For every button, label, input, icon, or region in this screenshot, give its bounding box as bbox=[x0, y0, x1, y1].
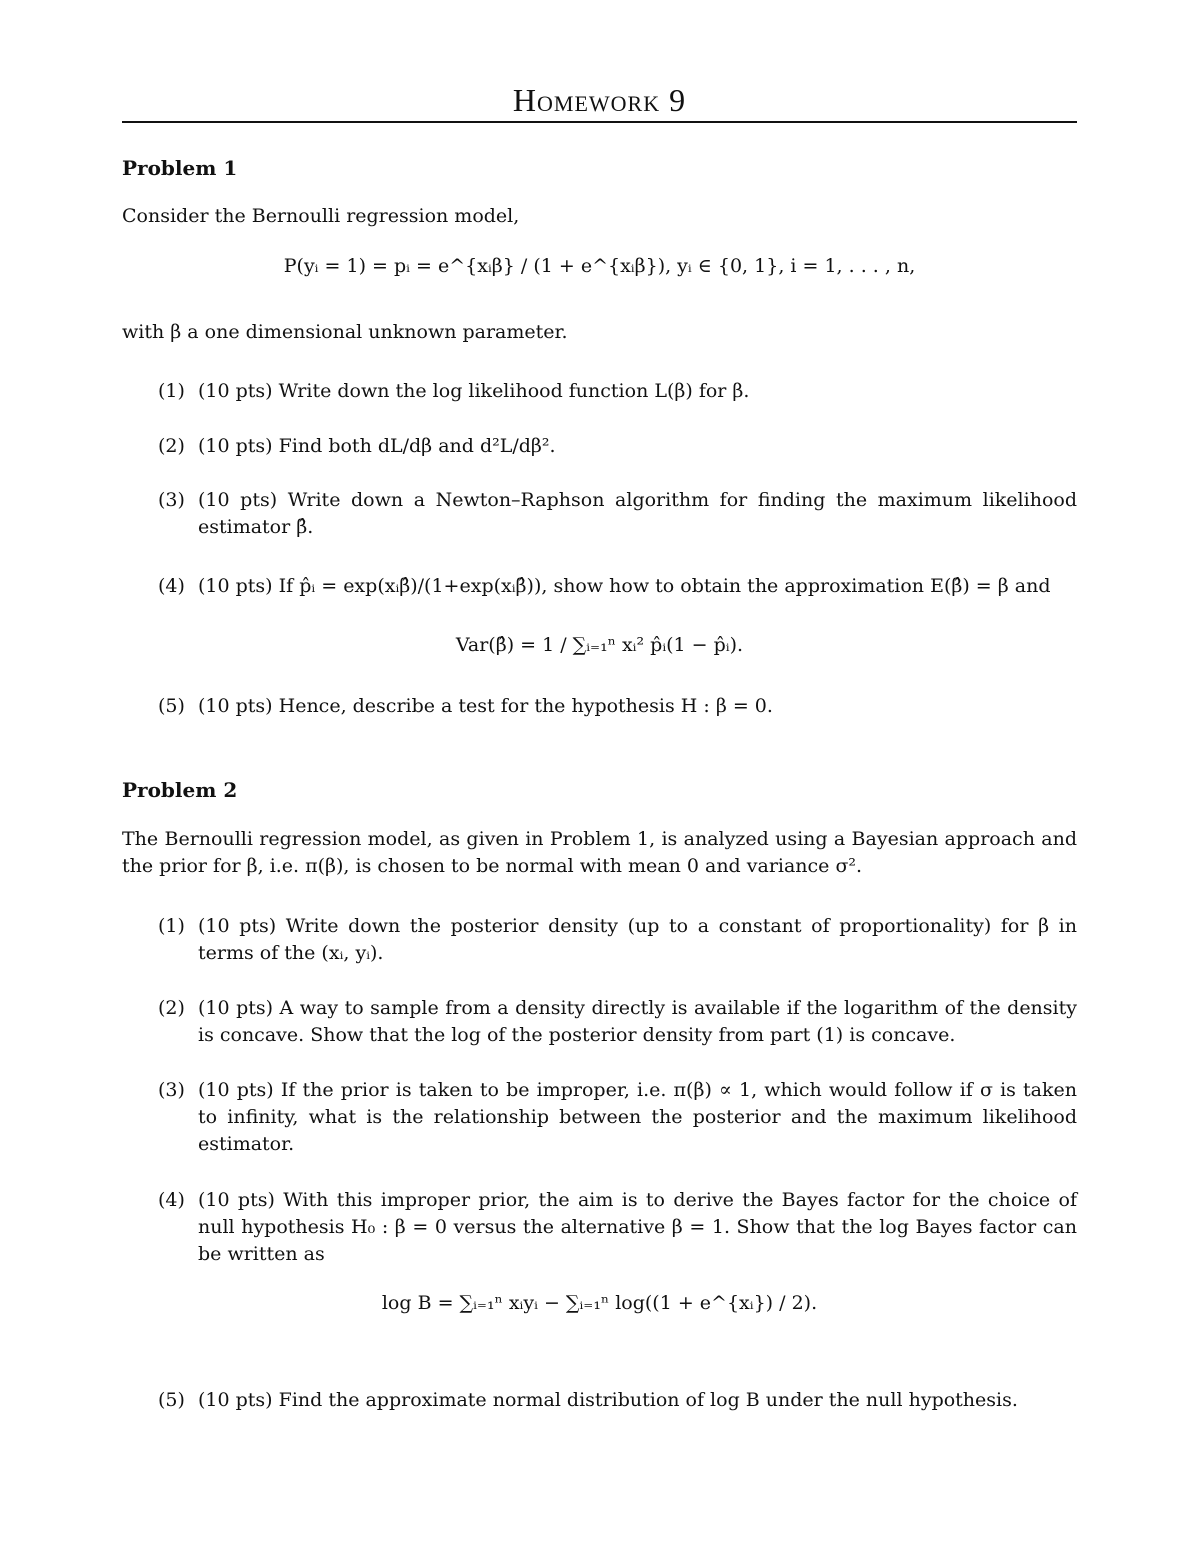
problem-1-parameter-note: with β a one dimensional unknown parameter. bbox=[122, 321, 568, 343]
item-text: (10 pts) Write down the log likelihood function L(β) for β. bbox=[198, 380, 750, 402]
item-text: (10 pts) If p̂ᵢ = exp(xᵢβ̂)/(1+exp(xᵢβ̂)), show how to obtain the approximation E(β̂) = β and bbox=[198, 575, 1051, 597]
title-rule bbox=[122, 121, 1077, 123]
problem-1-intro: Consider the Bernoulli regression model, bbox=[122, 205, 520, 227]
problem-1-item-3 bbox=[158, 487, 1077, 541]
problem-2-item-3 bbox=[158, 1077, 1077, 1158]
log-bayes-factor-equation: log B = ∑ᵢ₌₁ⁿ xᵢyᵢ − ∑ᵢ₌₁ⁿ log((1 + e^{xᵢ}) / 2). bbox=[381, 1292, 818, 1314]
item-number: (2) bbox=[158, 997, 185, 1019]
item-number: (5) bbox=[158, 1389, 185, 1411]
problem-2-item-2 bbox=[158, 995, 1077, 1049]
problem-1-item-1 bbox=[158, 378, 1077, 405]
problem-2-heading: Problem 2 bbox=[122, 778, 238, 802]
item-number: (2) bbox=[158, 435, 185, 457]
item-text: (10 pts) Write down a Newton–Raphson algorithm for finding the maximum likelihood estimator β̂. bbox=[198, 489, 1077, 538]
item-number: (1) bbox=[158, 380, 185, 402]
page-title: Homework 9 bbox=[512, 82, 687, 118]
variance-approximation-equation: Var(β̂) = 1 / ∑ᵢ₌₁ⁿ xᵢ² p̂ᵢ(1 − p̂ᵢ). bbox=[455, 634, 744, 656]
bernoulli-model-equation: P(yᵢ = 1) = pᵢ = e^{xᵢβ} / (1 + e^{xᵢβ}), yᵢ ∈ {0, 1}, i = 1, . . . , n, bbox=[283, 255, 916, 277]
item-number: (4) bbox=[158, 575, 185, 597]
item-text: (10 pts) Hence, describe a test for the hypothesis H : β = 0. bbox=[198, 695, 773, 717]
problem-2-intro: The Bernoulli regression model, as given in Problem 1, is analyzed using a Bayesian approach and the prior for β, i.e. π(β), is chosen to be normal with mean 0 and variance σ². bbox=[122, 828, 1077, 877]
problem-1-item-2 bbox=[158, 433, 1077, 460]
item-number: (4) bbox=[158, 1189, 185, 1211]
item-text: (10 pts) Write down the posterior density (up to a constant of proportionality) for β in terms of the (xᵢ, yᵢ). bbox=[198, 915, 1077, 964]
item-number: (3) bbox=[158, 489, 185, 511]
item-number: (3) bbox=[158, 1079, 185, 1101]
problem-2-item-5 bbox=[158, 1387, 1077, 1414]
item-text: (10 pts) If the prior is taken to be improper, i.e. π(β) ∝ 1, which would follow if σ is taken to infinity, what is the relationship between the posterior and the maximum likelihood estimator. bbox=[198, 1079, 1077, 1155]
item-text: (10 pts) With this improper prior, the aim is to derive the Bayes factor for the choice of null hypothesis H₀ : β = 0 versus the alternative β = 1. Show that the log Bayes factor can be written as bbox=[198, 1189, 1077, 1265]
problem-2-item-4 bbox=[158, 1187, 1077, 1268]
item-number: (5) bbox=[158, 695, 185, 717]
item-number: (1) bbox=[158, 915, 185, 937]
problem-1-heading: Problem 1 bbox=[122, 156, 238, 180]
item-text: (10 pts) Find both dL/dβ and d²L/dβ². bbox=[198, 435, 556, 457]
problem-1-item-4 bbox=[158, 573, 1077, 600]
item-text: (10 pts) A way to sample from a density directly is available if the logarithm of the density is concave. Show that the log of the posterior density from part (1) is concave. bbox=[198, 997, 1077, 1046]
problem-2-item-1 bbox=[158, 913, 1077, 967]
problem-1-item-5 bbox=[158, 693, 1077, 720]
item-text: (10 pts) Find the approximate normal distribution of log B under the null hypothesis. bbox=[198, 1389, 1018, 1411]
